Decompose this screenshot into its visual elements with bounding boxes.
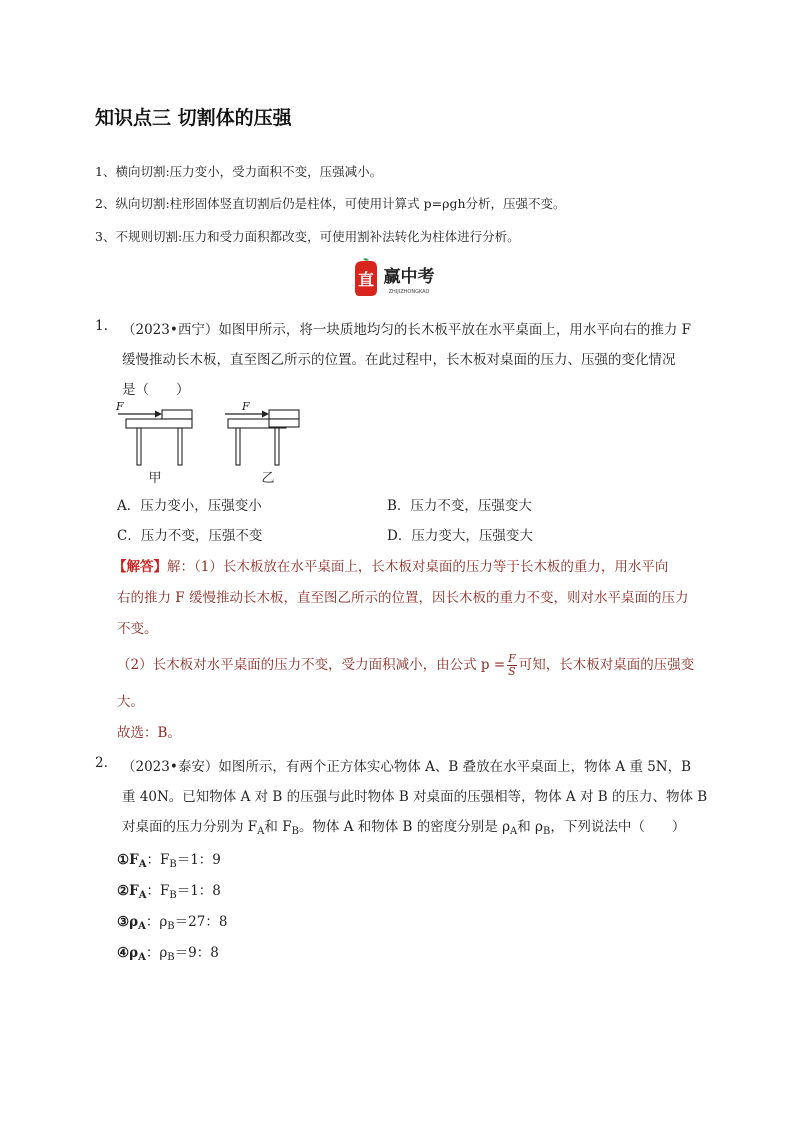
figure-label-a: 甲 [148,471,162,486]
answer-tag: 【解答】 [113,559,167,575]
answer-line-4-pre: （2）长木板对水平桌面的压力不变，受力面积减小，由公式 p = [117,657,506,673]
q2-sub-fb: B [291,826,299,837]
q2-line-3-c: 。物体 A 和物体 B 的密度分别是 ρ [298,819,510,835]
statement-ratio: ＝1：9 [176,852,221,868]
q1-number: 1. [95,318,108,334]
q2-sub-fa: A [257,826,265,837]
statement-sub: B [169,859,177,870]
logo-brand-text: 赢中考 [383,267,435,287]
statement-mid: ：F [146,883,170,899]
q1-answer-line-3: 不变。 [117,621,158,637]
q2-number: 2. [95,755,108,771]
q2-line-3 [122,815,685,837]
q1-answer-line-5: 大。 [117,694,144,710]
q1-line-3: 是（ ） [122,382,190,398]
q2-sub-rhoa: A [510,826,518,837]
statement-ratio: ＝1：8 [176,883,221,899]
statement-mark: ① [117,852,130,868]
statement-mid: ：F [146,852,170,868]
statement-sub: A [138,921,146,932]
table-a-leg-right [178,428,182,465]
q2-statement-1 [117,848,221,870]
force-label-a: F [116,400,124,413]
statement-sub: A [138,890,147,901]
statement-sub: B [167,921,175,932]
table-a-leg-left [137,428,141,465]
statement-mark: ② [117,883,130,899]
q1-option-c: C．压力不变，压强不变 [117,528,263,544]
q1-answer-line-1 [113,555,668,575]
logo-graphic [351,258,443,298]
q2-line-3-b: 和 F [264,819,292,835]
q1-line-2: 缓慢推动长木板，直至图乙所示的位置。在此过程中，长木板对桌面的压力、压强的变化情况 [122,352,676,368]
force-arrowhead-b [262,411,269,418]
statement-symbol: F [129,883,139,899]
statement-mid: ：ρ [145,914,168,930]
answer-line-1-text: 解：（1）长木板放在水平桌面上，长木板对桌面的压力等于长木板的重力，用水平向 [167,559,669,575]
table-b-leg-right [275,428,279,465]
q2-line-3-a: 对桌面的压力分别为 F [122,819,258,835]
board-b [269,419,299,427]
board-a [126,419,192,428]
table-a [115,400,192,486]
q1-figure-svg [110,400,310,490]
statement-ratio: ＝9：8 [174,945,219,961]
statement-mark: ④ [117,945,130,961]
brand-logo [351,258,443,298]
logo-sub-text: ZHIJIZHONGKAO [388,289,430,295]
q1-option-b: B．压力不变，压强变大 [387,498,532,514]
q2-statement-3 [117,910,227,932]
q2-line-3-e: ，下列说法中（ ） [550,819,686,835]
q2-statement-2 [117,879,221,901]
fraction-numerator: F [508,652,516,665]
statement-sub: A [138,952,146,963]
statement-symbol: ρ [129,945,139,961]
statement-mid: ：ρ [145,945,168,961]
q2-line-3-d: 和 ρ [517,819,543,835]
q1-answer-line-2: 右的推力 F 缓慢推动长木板，直至图乙所示的位置，因长木板的重力不变，则对水平桌面的压力 [117,590,689,606]
table-b-leg-left [236,428,240,465]
q2-line-2: 重 40N。已知物体 A 对 B 的压强与此时物体 B 对桌面的压强相等，物体 A 对 B 的压力、物体 B [122,789,708,805]
force-label-b: F [242,400,250,413]
statement-mark: ③ [117,914,130,930]
table-b [225,400,299,486]
q1-figure [110,400,310,490]
force-arrowhead-a [155,411,162,418]
formula-fraction [507,653,517,678]
q1-conclusion: 故选：B。 [117,725,181,741]
key-point-2: 2、纵向切割:柱形固体竖直切割后仍是柱体，可使用计算式 p=ρgh分析，压强不变。 [95,196,566,211]
answer-line-4-post: 可知，长木板对桌面的压强变 [518,657,695,673]
figure-label-b: 乙 [261,471,275,486]
board-b-top [269,410,299,419]
key-point-3: 3、不规则切割:压力和受力面积都改变，可使用割补法转化为柱体进行分析。 [95,229,520,244]
statement-sub: B [167,952,175,963]
q1-line-1: （2023•西宁）如图甲所示，将一块质地均匀的长木板平放在水平桌面上，用水平向右的推力 F [122,322,691,338]
logo-leaf-icon [363,258,369,261]
key-point-1: 1、横向切割:压力变小，受力面积不变，压强减小。 [95,164,383,179]
q2-statement-4 [117,941,219,963]
statement-symbol: F [129,852,139,868]
q2-sub-rhob: B [542,826,551,837]
statement-sub: B [169,890,177,901]
logo-icon-char: 直 [357,270,375,289]
q1-option-d: D．压力变大，压强变大 [387,528,533,544]
statement-sub: A [138,859,147,870]
statement-ratio: ＝27：8 [174,914,228,930]
q1-answer-line-4 [117,653,694,678]
board-a-top [162,410,192,419]
fraction-denominator: S [508,665,516,678]
q2-line-1: （2023•泰安）如图所示，有两个正方体实心物体 A、B 叠放在水平桌面上，物体 A 重 5N，B [122,759,692,775]
q1-option-a: A．压力变小，压强变小 [117,498,262,514]
statement-symbol: ρ [129,914,139,930]
section-title: 知识点三 切割体的压强 [95,107,292,129]
